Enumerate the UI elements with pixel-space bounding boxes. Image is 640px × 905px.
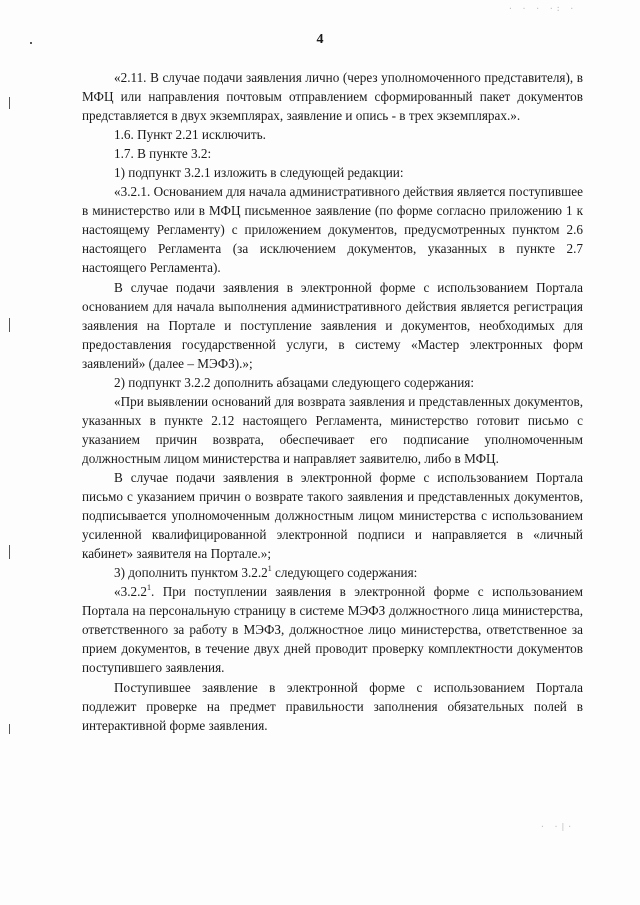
page-number: 4	[316, 32, 324, 47]
paragraph-1-7: 1.7. В пункте 3.2:	[114, 146, 212, 162]
paragraph-subitem-3-text-after: следующего содержания:	[271, 565, 418, 581]
document-body	[82, 68, 583, 735]
paragraph-subitem-3	[82, 563, 583, 582]
scan-mark-left-3	[9, 318, 10, 332]
paragraph-verification: Поступившее заявление в электронной форме с использованием Портала подлежит проверке на предмет правильности заполнения обязательных полей в интерактивной форме заявления.	[82, 679, 583, 733]
paragraph-subitem-2: 2) подпункт 3.2.2 дополнить абзацами следующего содержания:	[114, 374, 475, 390]
scan-speckle-top: · · · ·: ·	[508, 4, 577, 13]
paragraph-subitem-3-text: 3) дополнить пунктом 3.2.2	[114, 565, 268, 581]
paragraph-3-2-2-1	[82, 582, 583, 677]
paragraph-2-11: «2.11. В случае подачи заявления лично (через уполномоченного представителя), в МФЦ или направления почтовым отправлением сформированный пакет документов представляется в двух экземплярах, заявление и опись - в трех экземплярах.».	[82, 70, 583, 124]
paragraph-3-2-2-1-text: . При поступлении заявления в электронной форме с использованием Портала на персональную страницу в системе МЭФЗ должностного лица министерства, ответственного за работу в МЭФЗ, должностное лицо министерства, ответственное за прием документов, в течение двух дней проводит проверку комплектности документов поступившего заявления.	[82, 584, 583, 676]
paragraph-electronic-basis: В случае подачи заявления в электронной форме с использованием Портала основанием для начала выполнения административного действия является регистрация заявления на Портале и поступление заявления и документов, необходимых для предоставления государственной услуги, в систему «Мастер электронных форм заявлений» (далее – МЭФЗ).»;	[82, 279, 583, 371]
paragraph-return-grounds: «При выявлении оснований для возврата заявления и представленных документов, указанных в пункте 2.12 настоящего Регламента, министерство готовит письмо с указанием причин возврата, обеспечивает его подписание уполномоченным должностным лицом министерства и направляет заявителю, либо в МФЦ.	[82, 393, 583, 466]
paragraph-1-6: 1.6. Пункт 2.21 исключить.	[114, 127, 266, 143]
scan-mark-left-2	[9, 97, 10, 109]
paragraph-subitem-1: 1) подпункт 3.2.1 изложить в следующей редакции:	[114, 165, 404, 181]
superscript: 1	[146, 582, 151, 592]
superscript: 1	[267, 563, 272, 573]
paragraph-3-2-2-1-number: «3.2.2	[114, 584, 147, 600]
scan-mark-left-5	[9, 724, 10, 734]
scan-mark-left-4	[9, 545, 10, 559]
scan-speckle-right: · ·|·	[540, 822, 575, 831]
paragraph-electronic-return: В случае подачи заявления в электронной форме с использованием Портала письмо с указанием причин о возврате такого заявления и представленных документов, подписывается уполномоченным должностным лицом министерства с использованием усиленной квалифицированной электронной подписи и направляется в «личный кабинет» заявителя на Портале.»;	[82, 469, 583, 562]
paragraph-3-2-1: «3.2.1. Основанием для начала административного действия является поступившее в министерство или в МФЦ письменное заявление (по форме согласно приложению 1 к настоящему Регламенту) с приложением документов, предусмотренных пунктом 2.6 настоящего Регламента (за исключением документов, указанных в пункте 2.7 настоящего Регламента).	[82, 184, 583, 276]
